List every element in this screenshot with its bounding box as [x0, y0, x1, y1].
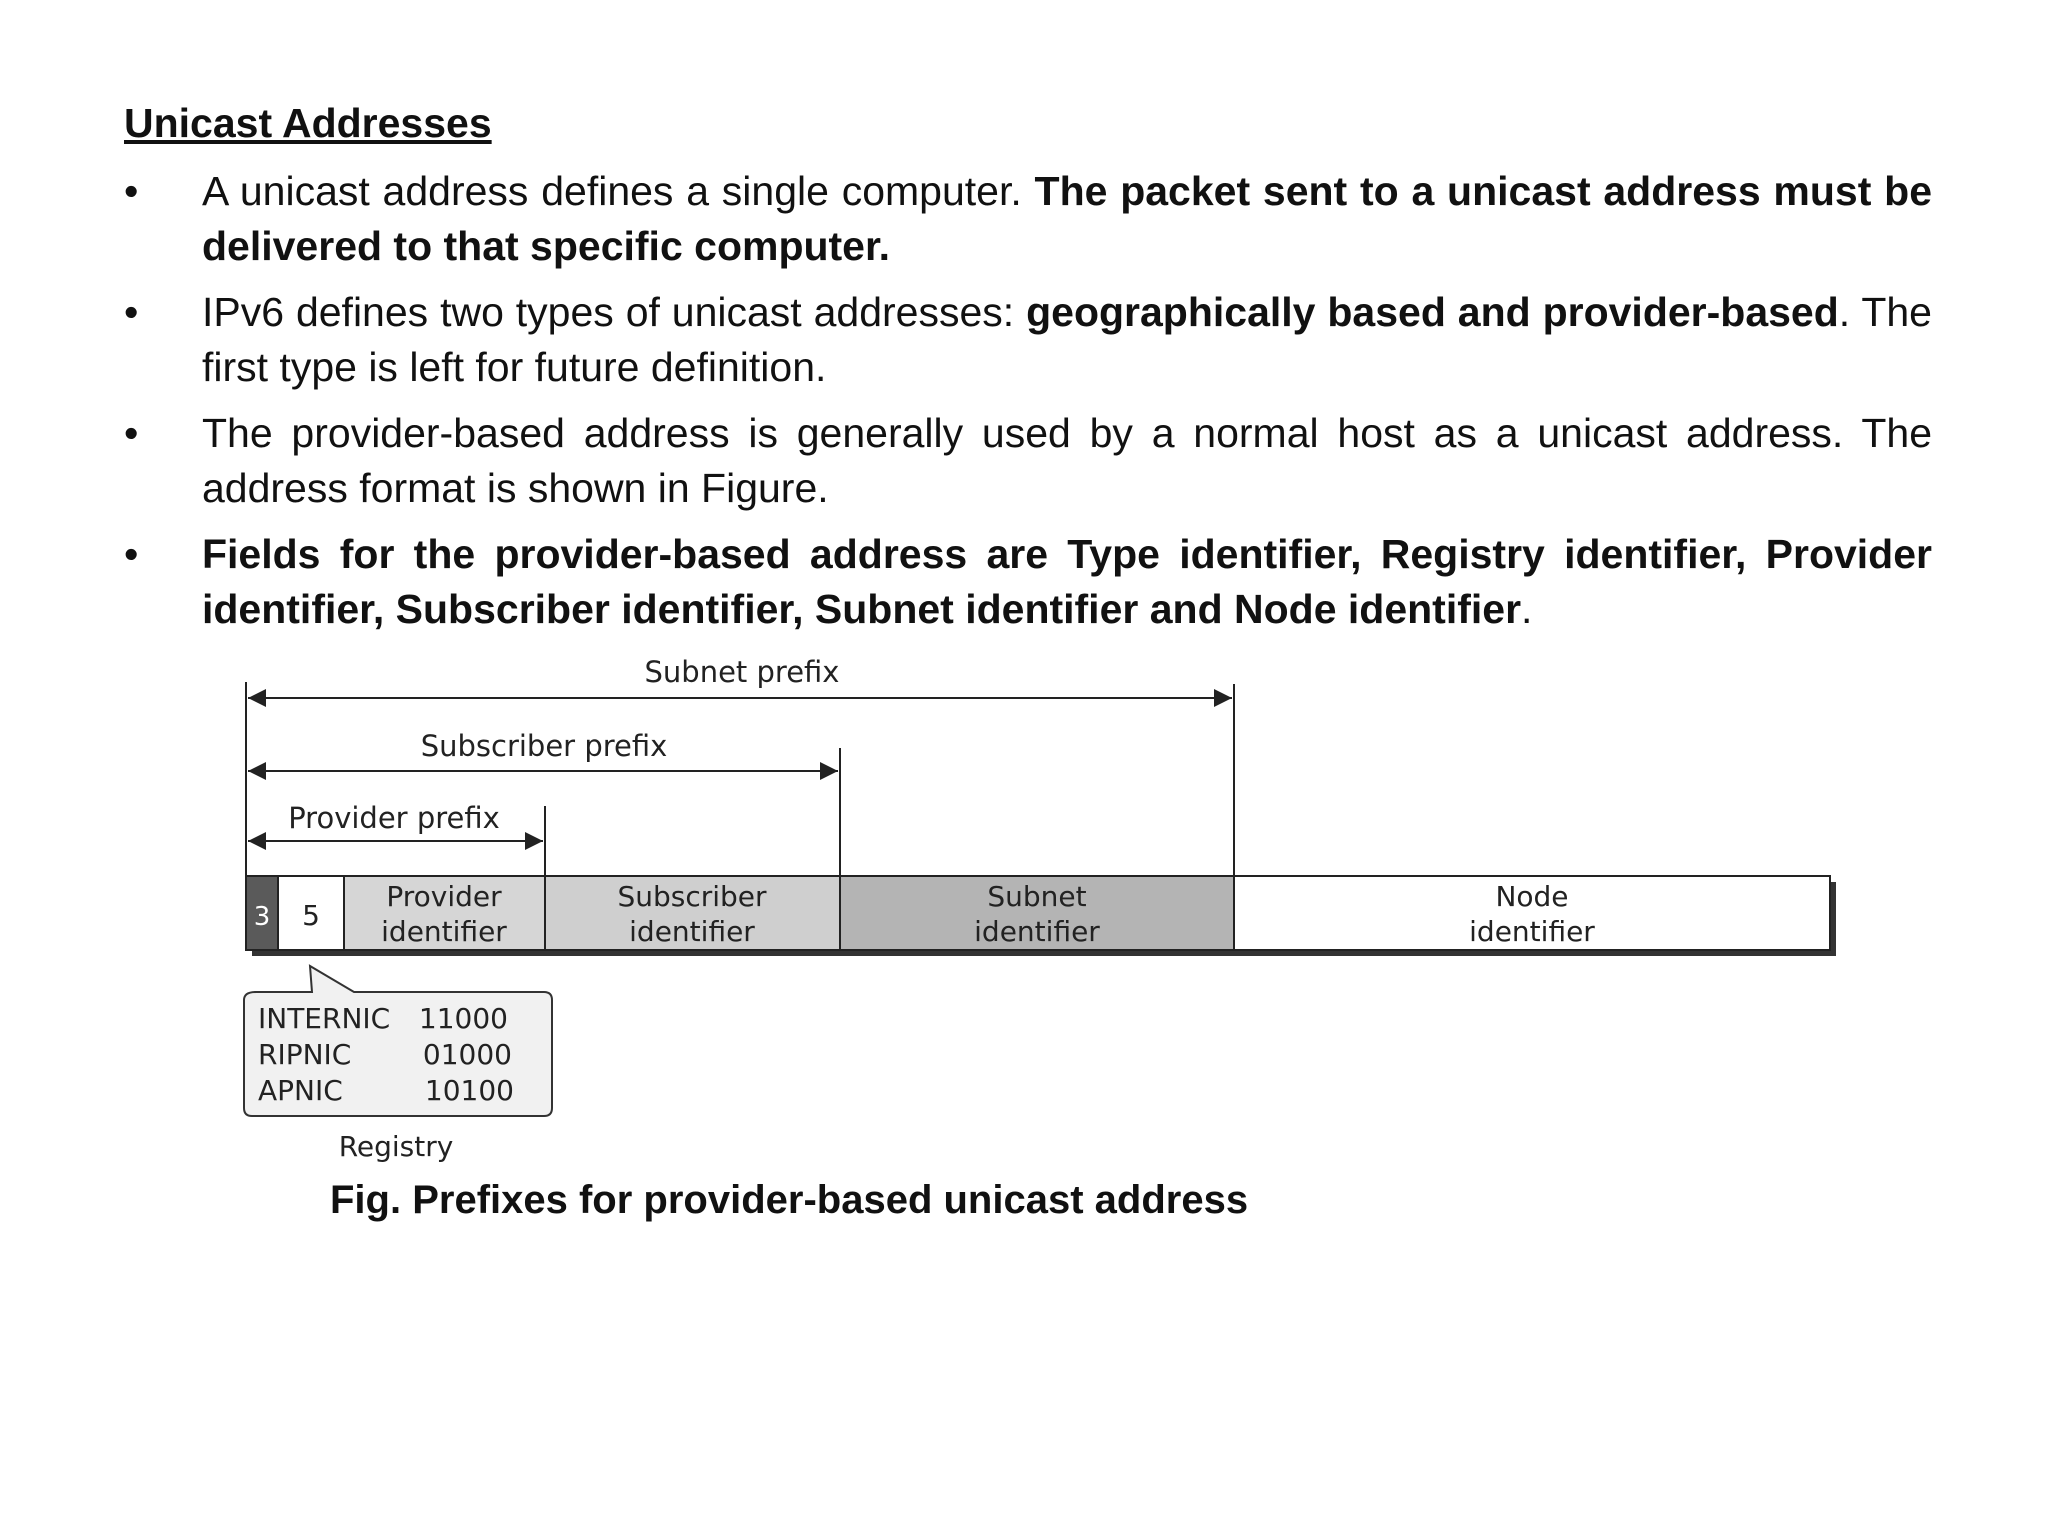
bullet-text: . The first type is left for future definition. [202, 289, 1932, 390]
registry-field-label: 5 [302, 899, 320, 932]
registry-row-code: 10100 [424, 1074, 514, 1107]
subnet-field-label-1: Subnet [987, 880, 1087, 913]
type-field-label: 3 [253, 902, 271, 932]
bullet-dot: • [124, 410, 139, 456]
registry-row-name: RIPNIC [258, 1038, 352, 1071]
provider-prefix-label: Provider prefix [288, 801, 500, 835]
figure-caption: Fig. Prefixes for provider-based unicast address [330, 1178, 1249, 1222]
subscriber-field-label-1: Subscriber [617, 880, 767, 913]
bullet-bold-text: The packet sent to a unicast address must be delivered to that specific computer. [202, 168, 1933, 269]
subnet-prefix-label: Subnet prefix [644, 655, 840, 689]
registry-label: Registry [338, 1130, 454, 1163]
bullet-item [124, 406, 1932, 516]
bullet-item [124, 527, 1932, 637]
subscriber-field-label-2: identifier [629, 915, 755, 948]
bullet-item [124, 164, 1932, 274]
bullet-text: IPv6 defines two types of unicast addresses: [202, 289, 1027, 335]
node-field-label-1: Node [1495, 880, 1569, 913]
node-field-label-2: identifier [1469, 915, 1595, 948]
subscriber-prefix-label: Subscriber prefix [420, 729, 668, 763]
bullet-text: A unicast address defines a single computer. [202, 168, 1035, 214]
page-heading: Unicast Addresses [124, 100, 492, 146]
bullet-bold-text: Fields for the provider-based address are Type identifier, Registry identifier, Provider identifier, Subscriber identifier, Subnet identifier and Node identifier [202, 531, 1932, 632]
registry-row-code: 01000 [422, 1038, 512, 1071]
bullet-dot: • [124, 531, 139, 577]
bullet-text: . [1521, 586, 1533, 632]
bullet-list [124, 164, 1932, 648]
bullet-item [124, 285, 1932, 395]
registry-row-name: APNIC [258, 1074, 343, 1107]
registry-row-name: INTERNIC [258, 1002, 391, 1035]
bullet-text: The provider-based address is generally used by a normal host as a unicast address. The address format is shown in Figure. [202, 410, 1932, 511]
bullet-dot: • [124, 289, 139, 335]
provider-field-label-2: identifier [381, 915, 507, 948]
bullet-dot: • [124, 168, 139, 214]
bullet-bold-text: geographically based and provider-based [1026, 289, 1839, 335]
subnet-field-label-2: identifier [974, 915, 1100, 948]
provider-field-label-1: Provider [386, 880, 502, 913]
registry-row-code: 11000 [418, 1002, 508, 1035]
address-format-diagram [0, 640, 2048, 1180]
